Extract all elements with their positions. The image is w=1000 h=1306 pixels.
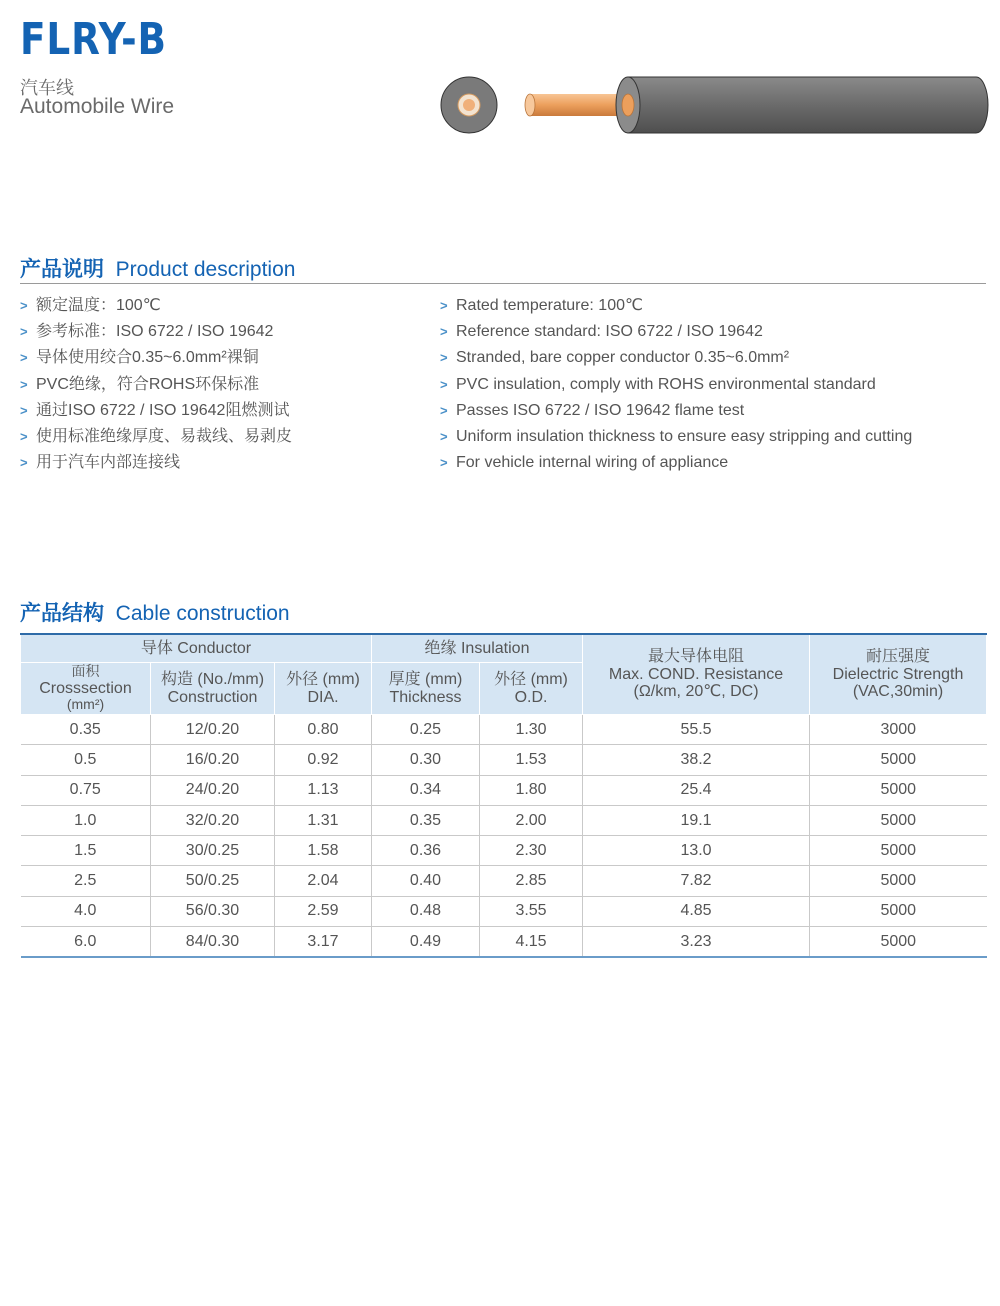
list-item: > 使用标准绝缘厚度、易裁线、易剥皮	[20, 424, 420, 450]
construction-heading-en: Cable construction	[115, 602, 290, 625]
list-item: > For vehicle internal wiring of appliance	[440, 450, 986, 476]
list-item: > 通过ISO 6722 / ISO 19642阻燃测试	[20, 398, 420, 424]
conductor-group-header: 导体 Conductor	[21, 634, 372, 663]
list-item: > Rated temperature: 100℃	[440, 293, 986, 319]
thickness-header: 厚度 (mm) Thickness	[372, 663, 480, 715]
table-row: 0.75 24/0.20 1.13 0.34 1.80 25.4 5000	[21, 775, 987, 805]
table-row: 6.0 84/0.30 3.17 0.49 4.15 3.23 5000	[21, 927, 987, 958]
chevron-right-icon: >	[20, 455, 28, 471]
chevron-right-icon: >	[440, 350, 448, 366]
list-item: > Uniform insulation thickness to ensure easy stripping and cutting	[440, 424, 986, 450]
subtitle-chinese: 汽车线	[20, 78, 74, 98]
wire-cross-section-icon	[441, 77, 497, 133]
table-row: 1.0 32/0.20 1.31 0.35 2.00 19.1 5000	[21, 805, 987, 835]
resistance-header: 最大导体电阻 Max. COND. Resistance (Ω/km, 20℃, DC)	[583, 634, 810, 715]
product-description-heading	[20, 253, 986, 284]
table-row: 2.5 50/0.25 2.04 0.40 2.85 7.82 5000	[21, 866, 987, 896]
chevron-right-icon: >	[440, 298, 448, 313]
cable-construction-heading	[20, 597, 986, 627]
chevron-right-icon: >	[20, 324, 28, 340]
chevron-right-icon: >	[440, 402, 448, 418]
chevron-right-icon: >	[20, 350, 28, 366]
wire-illustration	[438, 72, 990, 138]
chevron-right-icon: >	[440, 455, 448, 471]
description-heading-cn: 产品说明	[20, 258, 104, 281]
list-item: > 用于汽车内部连接线	[20, 450, 420, 476]
list-item: > PVC绝缘，符合ROHS环保标准	[20, 372, 420, 398]
product-title: FLRY-B	[20, 14, 167, 65]
chevron-right-icon: >	[20, 298, 28, 313]
list-item: > 导体使用绞合0.35~6.0mm²裸铜	[20, 345, 420, 371]
chevron-right-icon: >	[20, 376, 28, 392]
list-item: > Passes ISO 6722 / ISO 19642 flame test	[440, 398, 986, 424]
description-list-en	[440, 293, 986, 476]
area-header: 面积 Crosssection (mm²)	[21, 663, 151, 715]
description-heading-en: Product description	[115, 258, 296, 281]
description-list-cn	[20, 293, 420, 476]
table-row: 1.5 30/0.25 1.58 0.36 2.30 13.0 5000	[21, 836, 987, 866]
table-row: 0.35 12/0.20 0.80 0.25 1.30 55.5 3000	[21, 715, 987, 745]
list-item: > PVC insulation, comply with ROHS environmental standard	[440, 372, 986, 398]
chevron-right-icon: >	[440, 376, 448, 392]
chevron-right-icon: >	[440, 324, 448, 340]
list-item: > 额定温度：100℃	[20, 293, 420, 319]
list-item: > 参考标准：ISO 6722 / ISO 19642	[20, 319, 420, 345]
table-row: 4.0 56/0.30 2.59 0.48 3.55 4.85 5000	[21, 896, 987, 926]
table-row: 0.5 16/0.20 0.92 0.30 1.53 38.2 5000	[21, 745, 987, 775]
chevron-right-icon: >	[440, 428, 448, 444]
list-item: > Reference standard: ISO 6722 / ISO 19642	[440, 319, 986, 345]
od-header: 外径 (mm) O.D.	[480, 663, 583, 715]
construction-heading-cn: 产品结构	[20, 602, 104, 625]
cable-spec-table	[20, 633, 987, 958]
list-item: > Stranded, bare copper conductor 0.35~6.0mm²	[440, 345, 986, 371]
chevron-right-icon: >	[20, 428, 28, 444]
construction-header: 构造 (No./mm) Construction	[151, 663, 275, 715]
insulation-group-header: 绝缘 Insulation	[372, 634, 583, 663]
wire-side-view-icon	[525, 77, 988, 133]
subtitle-english: Automobile Wire	[20, 95, 175, 118]
chevron-right-icon: >	[20, 402, 28, 418]
dielectric-header: 耐压强度 Dielectric Strength (VAC,30min)	[810, 634, 987, 715]
dia-header: 外径 (mm) DIA.	[275, 663, 372, 715]
